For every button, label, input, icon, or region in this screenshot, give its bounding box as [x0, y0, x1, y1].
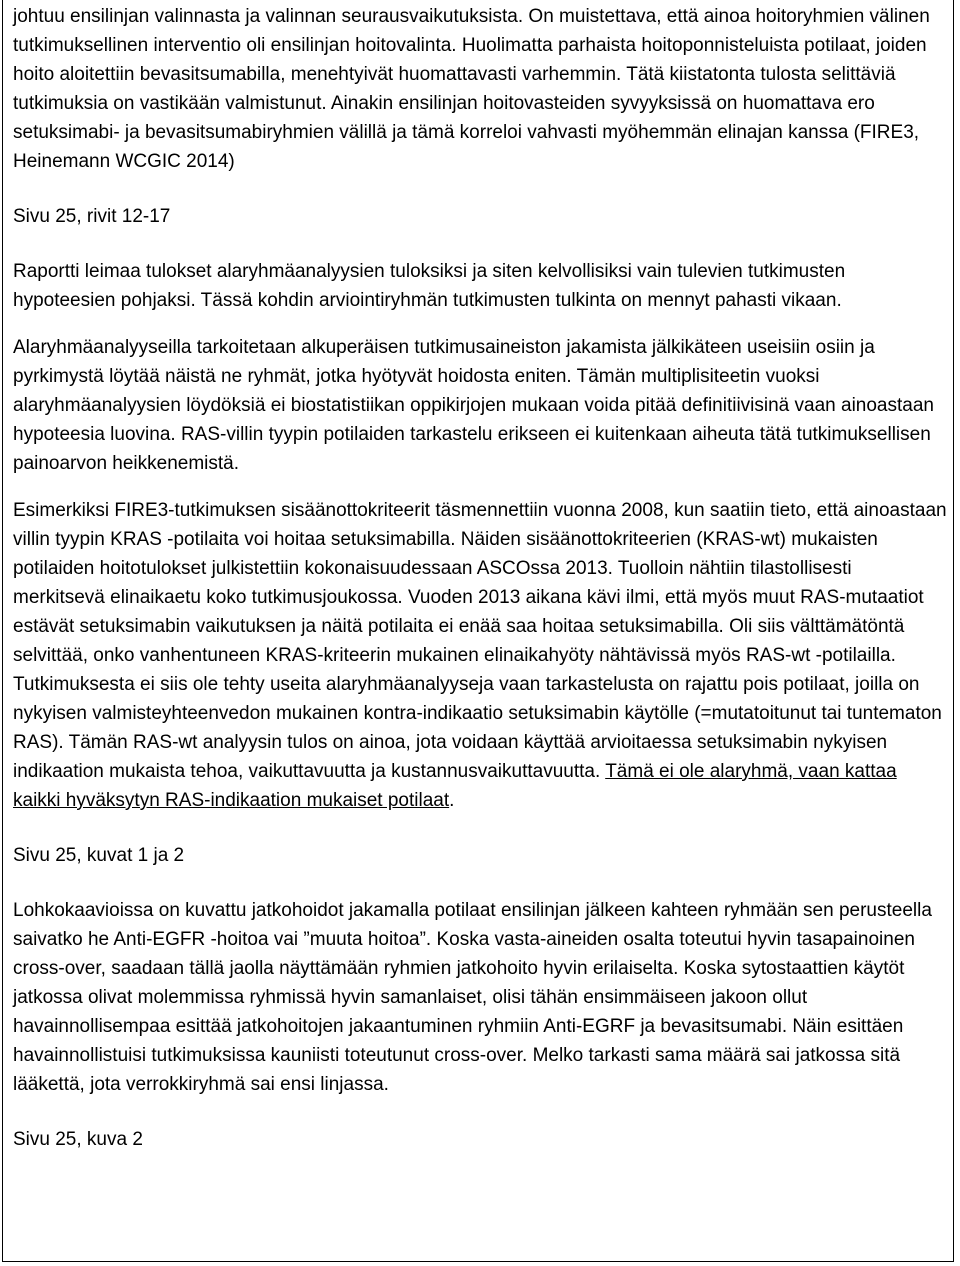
- paragraph-fire3-criteria-text: Esimerkiksi FIRE3-tutkimuksen sisäänottokriteerit täsmennettiin vuonna 2008, kun saatiin tieto, että ainoastaan villin tyypin KRAS -potilaita voi hoitaa setuksimabilla. Näiden sisäänottokriteerien (KRAS-wt) mukaisten potilaiden hoitotulokset julkistettiin kokonaisuudessaan ASCOssa 2013. Tuolloin nähtiin tilastollisesti merkitsevä elinaikaetu koko tutkimusjoukossa. Vuoden 2013 aikana kävi ilmi, että myös muut RAS-mutaatiot estävät setuksimabin vaikutuksen ja näitä potilaita ei enää saa hoitaa setuksimabilla. Oli siis välttämätöntä selvittää, onko vanhentuneen KRAS-kriteerin mukainen elinaikahyöty nähtävissä myös RAS-wt -potilailla. Tutkimuksesta ei siis ole tehty useita alaryhmäanalyyseja vaan tarkastelusta on rajattu pois potilaat, joilla on nykyisen valmisteyhteenvedon mukainen kontra-indikaatio setuksimabin käytölle (=mutatoitunut tai tuntematon RAS). Tämän RAS-wt analyysin tulos on ainoa, jota voidaan käyttää arvioitaessa setuksimabin nykyisen indikaation mukaista tehoa, vaikuttavuutta ja kustannusvaikuttavuutta.: [13, 500, 947, 782]
- page-reference-rivit-12-17: Sivu 25, rivit 12-17: [13, 206, 171, 227]
- underlined-conclusion: Tämä ei ole alaryhmä, vaan kattaa kaikki hyväksytyn RAS-indikaation mukaiset potilaat: [13, 761, 897, 811]
- paragraph-fire3-criteria: [13, 496, 948, 815]
- paragraph-flowcharts: Lohkokaavioissa on kuvattu jatkohoidot jakamalla potilaat ensilinjan jälkeen kahteen ryhmään sen perusteella saivatko he Anti-EGFR -hoitoa vai ”muuta hoitoa”. Koska vasta-aineiden osalta toteutui hyvin tasapainoinen cross-over, saadaan tällä jaolla näyttämään ryhmien jatkohoito hyvin erilaiselta. Koska sytostaattien käytöt jatkossa olivat molemmissa ryhmissä hyvin samanlaiset, olisi tähän ensimmäiseen jakoon ollut havainnollisempaa esittää jatkohoitojen jakaantuminen ryhmiin Anti-EGRF ja bevasitsumabi. Näin esittäen havainnollistuisi tutkimuksissa kauniisti toteutunut cross-over. Melko tarkasti sama määrä sai jatkossa sitä lääkettä, jota verrokkiryhmä sai ensi linjassa.: [13, 900, 932, 1095]
- sentence-end: .: [449, 790, 455, 811]
- paragraph-subgroup-claim: Raportti leimaa tulokset alaryhmäanalyysien tuloksiksi ja siten kelvollisiksi vain tulevien tutkimusten hypoteesien pohjaksi. Tässä kohdin arviointiryhmän tutkimusten tulkinta on mennyt pahasti vikaan.: [13, 261, 846, 311]
- page-reference-kuvat-1-2: Sivu 25, kuvat 1 ja 2: [13, 845, 185, 866]
- paragraph-subgroup-definition: Alaryhmäanalyyseilla tarkoitetaan alkuperäisen tutkimusaineiston jakamista jälkikäteen useisiin osiin ja pyrkimystä löytää näistä ne ryhmät, jotka hyötyvät hoidosta eniten. Tämän multiplisiteetin vuoksi alaryhmäanalyysien löydöksiä ei biostatistiikan oppikirjojen mukaan voida pitää definitiivisinä vaan ainoastaan hypoteesia luovina. RAS-villin tyypin potilaiden tarkastelu erikseen ei kuitenkaan aiheuta tätä tutkimuksellisen painoarvon heikkenemistä.: [13, 337, 934, 474]
- page-reference-kuva-2: Sivu 25, kuva 2: [13, 1129, 143, 1150]
- paragraph-fire3-intro: johtuu ensilinjan valinnasta ja valinnan seurausvaikutuksista. On muistettava, että ainoa hoitoryhmien välinen tutkimuksellinen interventio oli ensilinjan hoitovalinta. Huolimatta parhaista hoitoponnisteluista potilaat, joiden hoito aloitettiin bevasitsumabilla, menehtyivät huomattavasti varhemmin. Tätä kiistatonta tulosta selittäviä tutkimuksia on vastikään valmistunut. Ainakin ensilinjan hoitovasteiden syvyyksissä on huomattava ero setuksimabi- ja bevasitsumabiryhmien välillä ja tämä korreloi vahvasti myöhemmän elinajan kanssa (FIRE3, Heinemann WCGIC 2014): [13, 6, 930, 172]
- document-body: [13, 2, 948, 1154]
